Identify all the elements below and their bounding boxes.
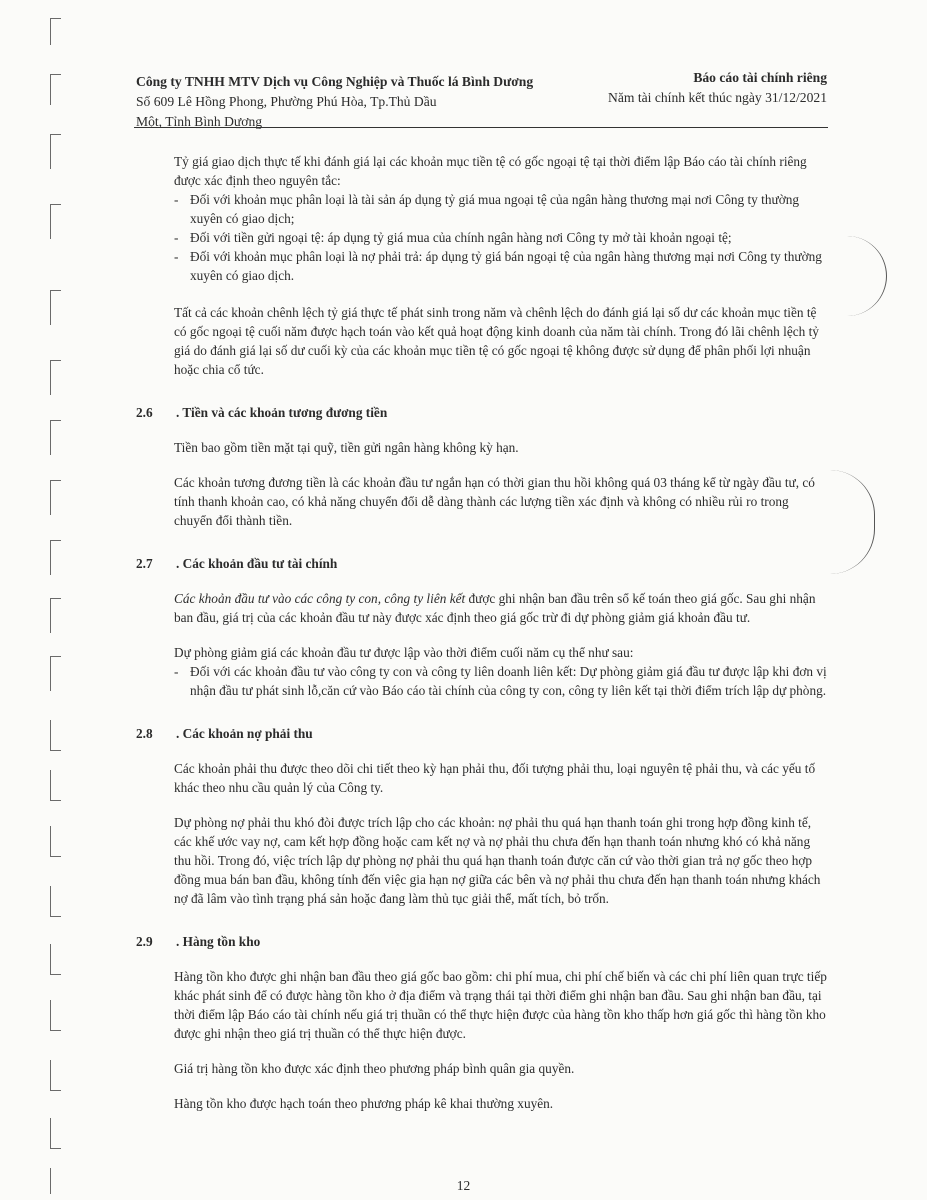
bullet-item: [174, 228, 830, 247]
bullet-text: Đối với khoản mục phân loại là nợ phải trả: áp dụng tỷ giá bán ngoại tệ của ngân hàng thương mại nơi Công ty thường xuyên có giao dịch.: [190, 249, 822, 283]
binding-mark: [50, 420, 61, 455]
section-paragraph: Hàng tồn kho được ghi nhận ban đầu theo giá gốc bao gồm: chi phí mua, chi phí chế biến và các chi phí liên quan trực tiếp khác phát sinh để có được hàng tồn kho ở địa điểm và trạng thái tại thời điểm ghi nhận ban đầu. Sau ghi nhận ban đầu, tại thời điểm lập Báo cáo tài chính nếu giá trị thuần có thể thực hiện được của hàng tồn kho thấp hơn giá gốc thì hàng tồn kho được ghi nhận theo giá trị thuần có thể thực hiện được.: [174, 969, 827, 1041]
binding-mark: [50, 656, 61, 691]
bullet-dash: -: [174, 192, 179, 207]
section-paragraph: Hàng tồn kho được hạch toán theo phương pháp kê khai thường xuyên.: [174, 1096, 554, 1111]
binding-mark: [50, 720, 61, 751]
section-title: . Tiền và các khoản tương đương tiền: [176, 405, 388, 420]
binding-mark: [50, 944, 61, 975]
binding-mark: [50, 360, 61, 395]
binding-mark: [50, 598, 61, 633]
binding-mark: [50, 204, 61, 239]
bullet-text: Đối với khoản mục phân loại là tài sản áp dụng tỷ giá mua ngoại tệ của ngân hàng thương mại nơi Công ty thường xuyên có giao dịch;: [190, 192, 800, 226]
binding-mark: [50, 886, 61, 917]
section-paragraph: Các khoản phải thu được theo dõi chi tiết theo kỳ hạn phải thu, đối tượng phải thu, loại nguyên tệ phải thu, và các yếu tố khác theo nhu cầu quản lý của Công ty.: [174, 761, 816, 795]
margin-arc-mark: [846, 236, 887, 316]
header-report-block: [608, 68, 827, 108]
intro-paragraph: Tỷ giá giao dịch thực tế khi đánh giá lại các khoản mục tiền tệ có gốc ngoại tệ tại thời điểm lập Báo cáo tài chính riêng được xác định theo nguyên tắc:: [174, 154, 807, 188]
bullet-item: [174, 247, 830, 285]
section-paragraph: Tiền bao gồm tiền mặt tại quỹ, tiền gửi ngân hàng không kỳ hạn.: [174, 440, 519, 455]
binding-mark: [50, 1118, 61, 1149]
header-divider: [134, 127, 828, 128]
binding-mark: [50, 134, 61, 169]
company-name: Công ty TNHH MTV Dịch vụ Công Nghiệp và Thuốc lá Bình Dương: [136, 74, 534, 89]
bullet-item: [174, 190, 830, 228]
binding-mark: [50, 540, 61, 575]
page-number: 12: [456, 1178, 471, 1193]
bullet-dash: -: [174, 249, 179, 264]
section-paragraph: Dự phòng nợ phải thu khó đòi được trích lập cho các khoản: nợ phải thu quá hạn thanh toán ghi trong hợp đồng kinh tế, các khế ước vay nợ, cam kết hợp đồng hoặc cam kết nợ và nợ phải thu chưa đến hạn thanh toán nhưng khó có khả năng thu hồi. Trong đó, việc trích lập dự phòng nợ phải thu quá hạn thanh toán được căn cứ vào thời gian trả nợ gốc theo hợp đồng mua bán ban đầu, không tính đến việc gia hạn nợ giữa các bên và nợ phải thu chưa đến hạn thanh toán nhưng khách nợ đã lâm vào tình trạng phá sản hoặc đang làm thủ tục giải thể, mất tích, bỏ trốn.: [174, 815, 821, 906]
bullet-item: [174, 662, 830, 700]
binding-mark: [50, 1060, 61, 1091]
section-number: 2.6: [136, 405, 153, 420]
bullet-dash: -: [174, 664, 179, 679]
binding-mark: [50, 826, 61, 857]
section-number: 2.9: [136, 934, 153, 949]
document-body: [136, 152, 830, 1113]
section-title: . Hàng tồn kho: [176, 934, 261, 949]
binding-mark: [50, 74, 61, 105]
section-title: . Các khoản nợ phải thu: [176, 726, 313, 741]
binding-mark: [50, 290, 61, 325]
section-paragraph: Dự phòng giảm giá các khoản đầu tư được lập vào thời điểm cuối năm cụ thể như sau:: [174, 645, 634, 660]
exchange-rate-paragraph: Tất cả các khoản chênh lệch tỷ giá thực tế phát sinh trong năm và chênh lệch do đánh giá lại số dư các khoản mục tiền tệ có gốc ngoại tệ cuối năm được hạch toán vào kết quả hoạt động kinh doanh của năm tài chính. Trong đó lãi chênh lệch tỷ giá do đánh giá lại số dư cuối kỳ của các khoản mục tiền tệ có gốc ngoại tệ không được sử dụng để phân phối lợi nhuận hoặc chia cổ tức.: [174, 305, 819, 377]
section-title: . Các khoản đầu tư tài chính: [176, 556, 338, 571]
header-company-block: [136, 72, 596, 132]
section-number: 2.8: [136, 726, 153, 741]
company-address-line2: Một, Tỉnh Bình Dương: [136, 114, 263, 129]
section-paragraph: Giá trị hàng tồn kho được xác định theo phương pháp bình quân gia quyền.: [174, 1061, 575, 1076]
bullet-text: Đối với tiền gửi ngoại tệ: áp dụng tỷ giá mua của chính ngân hàng nơi Công ty mở tài khoản ngoại tệ;: [190, 230, 732, 245]
section-paragraph: Các khoản tương đương tiền là các khoản đầu tư ngắn hạn có thời gian thu hồi không quá 03 tháng kể từ ngày đầu tư, có tính thanh khoản cao, có khả năng chuyển đổi dễ dàng thành các lượng tiền xác định và không có nhiều rủi ro trong chuyển đổi thành tiền.: [174, 475, 815, 528]
bullet-dash: -: [174, 230, 179, 245]
bullet-text: Đối với các khoản đầu tư vào công ty con và công ty liên doanh liên kết: Dự phòng giảm giá đầu tư được lập khi đơn vị nhận đầu tư phát sinh lỗ,căn cứ vào Báo cáo tài chính của công ty con, công ty liên kết tại thời điểm trích lập dự phòng.: [190, 664, 827, 698]
section-heading-2-8: [136, 724, 830, 743]
section-heading-2-7: [136, 554, 830, 573]
report-title: Báo cáo tài chính riêng: [693, 70, 827, 85]
section-paragraph: [174, 589, 830, 627]
margin-arc-mark: [830, 470, 875, 574]
fiscal-year: Năm tài chính kết thúc ngày 31/12/2021: [608, 90, 827, 105]
company-address-line1: Số 609 Lê Hồng Phong, Phường Phú Hòa, Tp.Thủ Dầu: [136, 94, 437, 109]
paragraph-text: được ghi nhận ban đầu trên sổ kế toán theo giá gốc. Sau ghi nhận ban đầu, giá trị của các khoản đầu tư này được xác định theo giá gốc trừ đi dự phòng giảm giá khoản đầu tư.: [174, 591, 816, 625]
section-number: 2.7: [136, 556, 153, 571]
binding-mark: [50, 1000, 61, 1031]
binding-mark: [50, 770, 61, 801]
section-heading-2-9: [136, 932, 830, 951]
binding-mark: [50, 480, 61, 515]
italic-phrase: Các khoản đầu tư vào các công ty con, công ty liên kết: [174, 591, 466, 606]
section-heading-2-6: [136, 403, 830, 422]
binding-mark: [50, 18, 61, 45]
